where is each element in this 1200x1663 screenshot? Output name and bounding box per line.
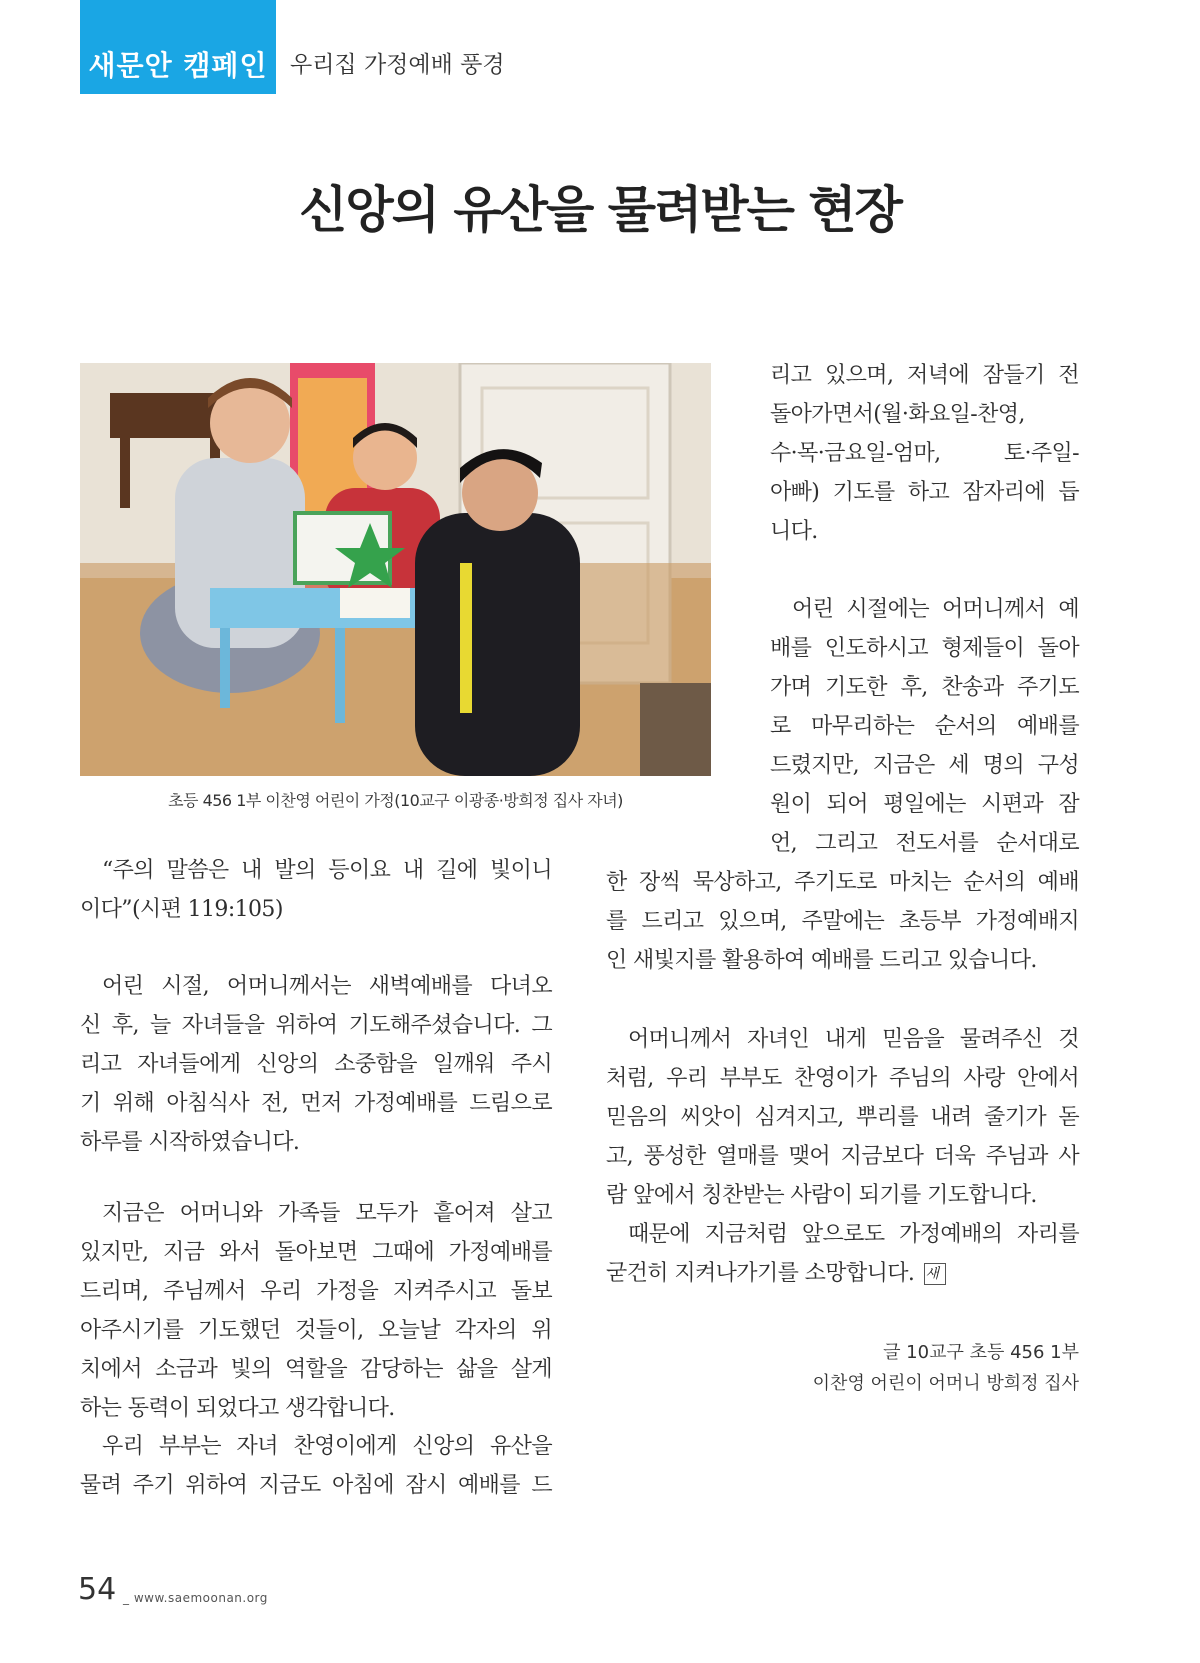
text-line: 를 드리고 있으며, 주말에는 초등부 가정예배지: [606, 909, 1079, 934]
family-worship-illustration: [80, 363, 711, 776]
website-url: _ www.saemoonan.org: [123, 1591, 268, 1605]
text-line: 고, 풍성한 열매를 맺어 지금보다 더욱 주님과 사: [606, 1144, 1079, 1169]
text-line: 아주시기를 기도했던 것들이, 오늘날 각자의 위: [80, 1318, 552, 1343]
text-line: 어머니께서 자녀인 내게 믿음을 물려주신 것: [628, 1027, 1079, 1052]
byline-line: 글 10교구 초등 456 1부: [883, 1342, 1079, 1363]
end-mark-icon: 새: [924, 1263, 946, 1285]
column-1-paragraph-1: [80, 851, 552, 929]
text-line: 있지만, 지금 와서 돌아보면 그때에 가정예배를: [80, 1240, 552, 1265]
text-line: [606, 1254, 1079, 1293]
text-line: 아빠) 기도를 하고 잠자리에 듭: [770, 480, 1079, 505]
text-line: 하루를 시작하였습니다.: [80, 1130, 300, 1155]
author-byline: [813, 1337, 1079, 1399]
column-2-paragraph-5: [606, 1215, 1079, 1293]
column-1-paragraph-2: [80, 967, 552, 1162]
text-line: 인 새빛지를 활용하여 예배를 드리고 있습니다.: [606, 948, 1037, 973]
column-2-paragraph-4: [606, 1020, 1079, 1215]
text-line: 때문에 지금처럼 앞으로도 가정예배의 자리를: [628, 1222, 1079, 1247]
column-1-paragraph-3: [80, 1194, 552, 1428]
text-line: 믿음의 씨앗이 심겨지고, 뿌리를 내려 줄기가 돋: [606, 1105, 1079, 1130]
text-line: 언, 그리고 전도서를 순서대로: [770, 831, 1079, 856]
photo-caption: 초등 456 1부 이찬영 어린이 가정(10교구 이광종·방희정 집사 자녀): [168, 791, 623, 810]
text-line: 치에서 소금과 빛의 역할을 감당하는 삶을 살게: [80, 1357, 552, 1382]
byline-line: 이찬영 어린이 어머니 방희정 집사: [812, 1373, 1079, 1394]
text-line: 우리 부부는 자녀 찬영이에게 신앙의 유산을: [102, 1434, 552, 1459]
text-line: 수·목·금요일-엄마, 토·주일-: [770, 441, 1079, 466]
text-line: 원이 되어 평일에는 시편과 잠: [770, 792, 1079, 817]
text-line: “주의 말씀은 내 발의 등이요 내 길에 빛이니: [102, 858, 552, 883]
text-line: 배를 인도하시고 형제들이 돌아: [770, 636, 1079, 661]
column-1-paragraph-4: [80, 1427, 552, 1505]
text-line-content: 굳건히 지켜나가기를 소망합니다.: [606, 1261, 915, 1286]
text-line: 가며 기도한 후, 찬송과 주기도: [770, 675, 1079, 700]
text-line: 지금은 어머니와 가족들 모두가 흩어져 살고: [102, 1201, 552, 1226]
text-line: 기 위해 아침식사 전, 먼저 가정예배를 드림으로: [80, 1091, 552, 1116]
text-line: 드리며, 주님께서 우리 가정을 지켜주시고 돌보: [80, 1279, 552, 1304]
text-line: 드렸지만, 지금은 세 명의 구성: [770, 753, 1079, 778]
text-line: 어린 시절에는 어머니께서 예: [792, 597, 1079, 622]
text-line: 물려 주기 위하여 지금도 아침에 잠시 예배를 드: [80, 1473, 552, 1498]
column-2-paragraph-2: [770, 590, 1079, 863]
text-line: 어린 시절, 어머니께서는 새벽예배를 다녀오: [102, 974, 552, 999]
family-photo: [80, 363, 711, 776]
text-line: 한 장씩 묵상하고, 주기도로 마치는 순서의 예배: [606, 870, 1079, 895]
text-line: 람 앞에서 칭찬받는 사람이 되기를 기도합니다.: [606, 1183, 1037, 1208]
article-title: 신앙의 유산을 물려받는 현장: [299, 181, 901, 239]
text-line: 신 후, 늘 자녀들을 위하여 기도해주셨습니다. 그: [80, 1013, 552, 1038]
text-line: 처럼, 우리 부부도 찬영이가 주님의 사랑 안에서: [606, 1066, 1079, 1091]
campaign-tag: 새문안 캠페인: [80, 0, 276, 94]
text-line: 리고 자녀들에게 신앙의 소중함을 일깨워 주시: [80, 1052, 552, 1077]
section-title: 우리집 가정예배 풍경: [290, 52, 505, 78]
text-line: 리고 있으며, 저녁에 잠들기 전: [770, 363, 1079, 388]
text-line: 로 마무리하는 순서의 예배를: [770, 714, 1079, 739]
text-line: 니다.: [770, 519, 818, 544]
column-2-paragraph-3: [606, 863, 1079, 980]
text-line: 이다”(시편 119:105): [80, 897, 283, 922]
text-line: 돌아가면서(월·화요일-찬영,: [770, 402, 1025, 427]
page-number: 54: [78, 1572, 117, 1607]
column-2-paragraph-1: [770, 356, 1079, 551]
text-line: 하는 동력이 되었다고 생각합니다.: [80, 1396, 395, 1421]
